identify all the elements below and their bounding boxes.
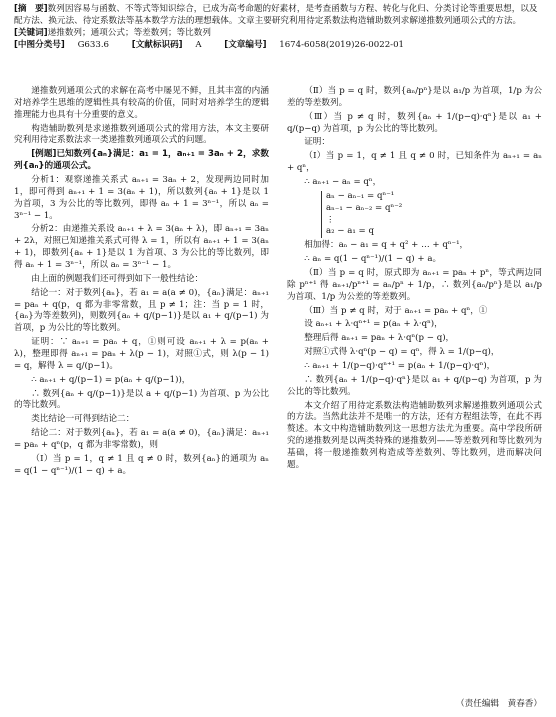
equation: a₂ − a₁ = q <box>326 226 374 237</box>
paragraph: 证明： <box>304 137 330 148</box>
equation: aₙ₋₁ − aₙ₋₂ = qⁿ⁻² <box>326 202 403 213</box>
paragraph: 构造辅助数列是求递推数列通项公式的常用方法，本文主要研究利用待定系数法求一类递推数列通项公式的问题。 <box>14 123 269 146</box>
equation: ∴ aₙ = q(1 − qⁿ⁻¹)/(1 − q) + a。 <box>304 254 442 265</box>
paragraph: （Ⅰ）当 p = 1，q ≠ 1 且 q ≠ 0 时，已知条件为 aₙ₊₁ = aₙ + qⁿ， <box>287 151 542 174</box>
paragraph: （Ⅲ）当 p ≠ q 时，对于 aₙ₊₁ = paₙ + qⁿ，① <box>304 305 488 316</box>
equation: ⋮ <box>326 214 335 225</box>
conclusion-2: 结论二：对于数列{aₙ}，若 a₁ = a(a ≠ 0)，{aₙ}满足：aₙ₊₁ = paₙ + qⁿ(p，q 都为非零常数)，则 <box>14 428 269 451</box>
closing-paragraph: 本文介绍了用待定系数法构造辅助数列求解递推数列通项公式的方法。当然此法并不是唯一的方法，还有方程组法等，在此不再赘述。本文中构造辅助数列这一思想方法尤为重要。高中学段所研究的递推数列是以两类特殊的递推数列——等差数列和等比数列为基础，将一般递推数列构造成等差数列、等比数列，进而解决问题。 <box>287 400 542 470</box>
equation: aₙ − aₙ₋₁ = qⁿ⁻¹ <box>326 190 395 201</box>
analysis-2: 分析2：由递推关系设 aₙ₊₁ + λ = 3(aₙ + λ)，即 aₙ₊₁ = 3aₙ + 2λ，对照已知递推关系式可得 λ = 1，所以有 aₙ₊₁ + 1 = 3(aₙ + 1)，即数列{aₙ + 1}是以 1 为首项、3 为公比的等比数列，即得 aₙ + 1 = 3ⁿ⁻¹，所以 aₙ = 3ⁿ⁻¹ − 1。 <box>14 224 269 271</box>
equation-system <box>321 191 542 238</box>
analysis-1: 分析1：观察递推关系式 aₙ₊₁ = 3aₙ + 2，发现两边同时加 1，即可得到 aₙ₊₁ + 1 = 3(aₙ + 1)，所以数列{aₙ + 1}是以 1 为首项，3 为公比的等比数列，即得 aₙ + 1 = 3ⁿ⁻¹，所以 aₙ = 3ⁿ⁻¹ − 1。 <box>14 175 269 221</box>
paragraph: 由上面的例题我们还可得到如下一般性结论： <box>31 273 204 284</box>
keywords: [关键词]递推数列；通项公式；等差数列；等比数列 <box>14 27 211 38</box>
classification-line: [中图分类号] G633.6 [文献标识码] A [文章编号] 1674-6058(2019)26-0022-01 <box>14 39 405 50</box>
right-column <box>287 86 542 474</box>
article-header <box>14 4 542 51</box>
paragraph: （Ⅱ）当 p = q 时，数列{aₙ/pⁿ}是以 a₁/p 为首项，1/p 为公差的等差数列。 <box>287 86 542 108</box>
paragraph: 相加得：aₙ − a₁ = q + q² + … + qⁿ⁻¹， <box>304 240 469 251</box>
equation: ∴ aₙ₊₁ + 1/(p−q)·qⁿ⁺¹ = p(aₙ + 1/(p−q)·qⁿ)， <box>304 361 496 372</box>
abstract: [摘 要]数列因容易与函数、不等式等知识综合，已成为高考命题的好素材，是考查函数与方程、转化与化归、分类讨论等重要思想，以及配方法、换元法、待定系数法等基本数学方法的理想载体。文章主要研究利用待定系数法构造辅助数列求解递推数列通项公式的方法。 <box>14 4 538 26</box>
equation: 整理后得 aₙ₊₁ = paₙ + λ·qⁿ(p − q)， <box>304 333 455 344</box>
paragraph: （Ⅰ）当 p = 1，q ≠ 1 且 q ≠ 0 时，数列{aₙ}的通项为 aₙ = q(1 − qⁿ⁻¹)/(1 − q) + a。 <box>14 453 269 476</box>
paragraph: （Ⅱ）当 p = q 时，原式即为 aₙ₊₁ = paₙ + pⁿ，等式两边同除 pⁿ⁺¹ 得 aₙ₊₁/pⁿ⁺¹ = aₙ/pⁿ + 1/p，∴ 数列{aₙ/pⁿ}是以 a₁/p 为首项、1/p 为公差的等差数列。 <box>287 268 542 302</box>
equation: ∴ aₙ₊₁ − aₙ = qⁿ， <box>304 177 382 188</box>
left-column <box>14 86 269 480</box>
editor-note: （责任编辑 黄春香） <box>456 699 542 710</box>
equation: 对照①式得 λ·qⁿ(p − q) = qⁿ，得 λ = 1/(p−q)， <box>304 347 500 358</box>
paragraph: 递推数列通项公式的求解在高考中屡见不鲜，且其丰富的内涵对培养学生思维的逻辑性具有较高的价值，同时对培养学生的逻辑推理能力也具有十分重要的意义。 <box>14 86 269 120</box>
paragraph: ∴ 数列{aₙ + 1/(p−q)·qⁿ}是以 a₁ + q/(p−q) 为首项，p 为公比的等比数列。 <box>287 374 542 397</box>
paragraph: （Ⅲ）当 p ≠ q 时，数列{aₙ + 1/(p−q)·qⁿ}是以 a₁ + q/(p−q) 为首项，p 为公比的等比数列。 <box>287 111 542 134</box>
example-problem: [例题]已知数列{aₙ}满足：a₁ = 1，aₙ₊₁ = 3aₙ + 2，求数列{aₙ}的通项公式。 <box>14 149 269 172</box>
paragraph: 类比结论一可得到结论二： <box>31 414 135 425</box>
conclusion-1: 结论一：对于数列{aₙ}，若 a₁ = a(a ≠ 0)，{aₙ}满足：aₙ₊₁ = paₙ + q(p，q 都为非零常数，且 p ≠ 1；注：当 p = 1 时，{aₙ}为等差数列)，则数列{aₙ + q/(p−1)}是以 a₁ + q/(p−1) 为首项，p 为公比的等比数列。 <box>14 287 269 334</box>
paragraph: ∴ 数列{aₙ + q/(p−1)}是以 a + q/(p−1) 为首项、p 为公比的等比数列。 <box>14 388 269 411</box>
equation: ∴ aₙ₊₁ + q/(p−1) = p(aₙ + q/(p−1))， <box>31 374 191 385</box>
equation: 设 aₙ₊₁ + λ·qⁿ⁺¹ = p(aₙ + λ·qⁿ)， <box>304 319 443 330</box>
proof: 证明：∵ aₙ₊₁ = paₙ + q，①则可设 aₙ₊₁ + λ = p(aₙ + λ)，整理即得 aₙ₊₁ = paₙ + λ(p − 1)，对照①式，则 λ(p − 1) = q，解得 λ = q/(p−1)。 <box>14 337 269 371</box>
